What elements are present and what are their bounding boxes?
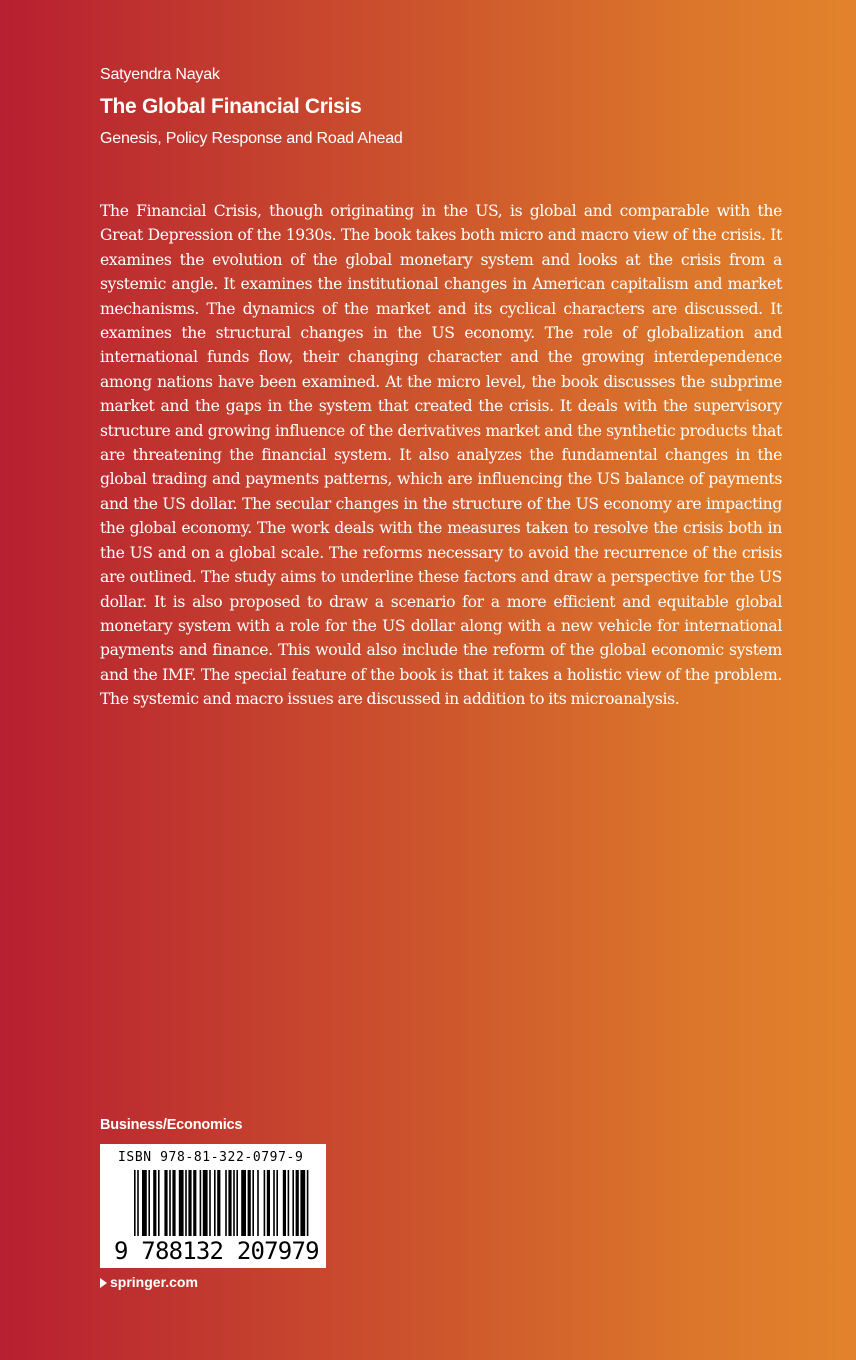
barcode-bar bbox=[236, 1170, 238, 1236]
isbn-label: ISBN 978-81-322-0797-9 bbox=[118, 1150, 304, 1165]
publisher-link[interactable] bbox=[100, 1274, 198, 1290]
barcode-bar bbox=[228, 1170, 231, 1236]
barcode-bar bbox=[148, 1170, 150, 1236]
barcode-bar bbox=[257, 1170, 259, 1236]
barcode-image bbox=[134, 1170, 310, 1236]
book-title: The Global Financial Crisis bbox=[100, 95, 362, 118]
barcode-bar bbox=[214, 1170, 216, 1236]
book-description: The Financial Crisis, though originating in the US, is global and comparable with the Great Depression of the 1930s. The book takes both micro and macro view of the crisis. It examines the evolution of the global monetary system and looks at the crisis from a systemic angle. It examines the institutional changes in American capitalism and market mechanisms. The dynamics of the market and its cyclical characters are discussed. It examines the structural changes in the US economy. The role of globalization and international funds flow, their changing character and the growing interdependence among nations have been examined. At the micro level, the book discusses the subprime market and the gaps in the system that created the crisis. It deals with the supervisory structure and growing influence of the derivatives market and the synthetic products that are threatening the financial system. It also analyzes the fundamental changes in the global trading and payments patterns, which are influencing the US balance of payments and the US dollar. The secular changes in the structure of the US economy are impacting the global economy. The work deals with the measures taken to resolve the crisis both in the US and on a global scale. The reforms necessary to avoid the recurrence of the crisis are outlined. The study aims to underline these factors and draw a perspective for the US dollar. It is also proposed to draw a scenario for a more efficient and equitable global monetary system with a role for the US dollar along with a new vehicle for international payments and finance. This would also include the reform of the global economic system and the IMF. The special feature of the book is that it takes a holistic view of the problem. The systemic and macro issues are discussed in addition to its microanalysis. bbox=[100, 202, 782, 709]
barcode-bar bbox=[288, 1170, 290, 1236]
barcode-bar bbox=[158, 1170, 160, 1236]
barcode-bar bbox=[276, 1170, 278, 1236]
barcode-bar bbox=[264, 1170, 266, 1236]
barcode-bar bbox=[203, 1170, 208, 1236]
book-subtitle: Genesis, Policy Response and Road Ahead bbox=[100, 130, 403, 147]
barcode-bar bbox=[300, 1170, 305, 1236]
barcode-bar bbox=[137, 1170, 139, 1236]
barcode-bar bbox=[188, 1170, 191, 1236]
barcode-bar bbox=[283, 1170, 286, 1236]
barcode-bar bbox=[142, 1170, 147, 1236]
barcode-bar bbox=[179, 1170, 184, 1236]
barcode-bar bbox=[241, 1170, 246, 1236]
publisher-link-text: springer.com bbox=[110, 1274, 198, 1290]
barcode-bar bbox=[193, 1170, 196, 1236]
arrow-right-icon bbox=[100, 1278, 107, 1288]
barcode-bar bbox=[252, 1170, 254, 1236]
barcode-bar bbox=[209, 1170, 211, 1236]
barcode-bar bbox=[307, 1170, 309, 1236]
barcode-bar bbox=[225, 1170, 227, 1236]
barcode-bar bbox=[292, 1170, 294, 1236]
barcode-bar bbox=[134, 1170, 136, 1236]
barcode-bar bbox=[185, 1170, 187, 1236]
barcode-bar bbox=[296, 1170, 299, 1236]
barcode-bar bbox=[273, 1170, 275, 1236]
barcode-digits: 9 788132 207979 bbox=[114, 1237, 319, 1265]
barcode-bar bbox=[153, 1170, 156, 1236]
isbn-barcode-box bbox=[100, 1144, 326, 1268]
barcode-bar bbox=[233, 1170, 235, 1236]
barcode-bar bbox=[200, 1170, 202, 1236]
barcode-bar bbox=[169, 1170, 171, 1236]
author-name: Satyendra Nayak bbox=[100, 66, 220, 83]
barcode-bar bbox=[267, 1170, 270, 1236]
barcode-bar bbox=[248, 1170, 251, 1236]
barcode-bar bbox=[217, 1170, 220, 1236]
subject-category: Business/Economics bbox=[100, 1117, 243, 1133]
barcode-bar bbox=[164, 1170, 167, 1236]
barcode-bar bbox=[172, 1170, 175, 1236]
